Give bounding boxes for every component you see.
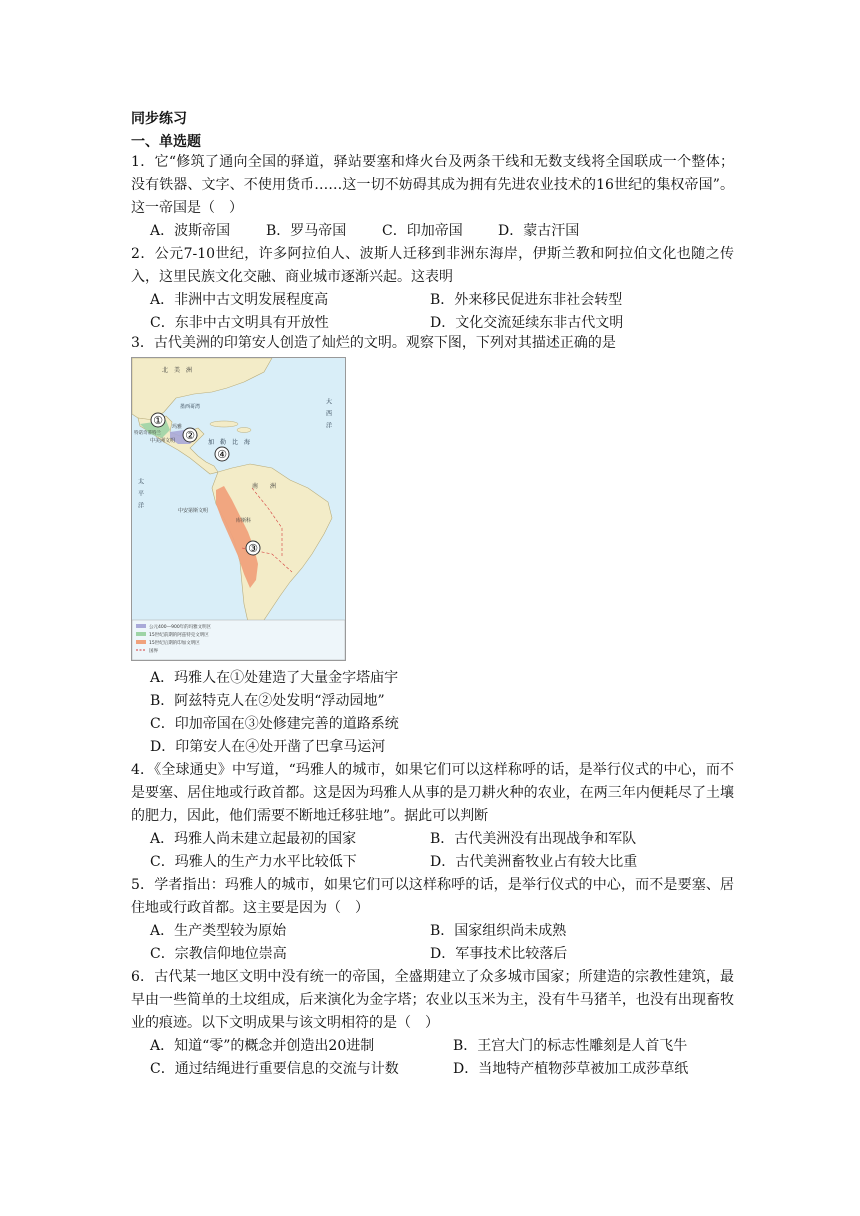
label-meso-civ: 中美洲文明 bbox=[150, 438, 176, 444]
question-4-options bbox=[150, 828, 740, 874]
caribbean-island bbox=[237, 428, 251, 433]
label-teotihuacan: 特诺奇蒂特兰 bbox=[134, 431, 161, 436]
label-andes-civ: 中安第斯文明 bbox=[178, 508, 209, 514]
option[interactable]: A．玛雅人在①处建造了大量金字塔庙宇 bbox=[150, 670, 399, 686]
option[interactable]: C．通过结绳进行重要信息的交流与计数 bbox=[150, 1061, 399, 1077]
option[interactable]: D．军事技术比较落后 bbox=[430, 946, 568, 962]
option[interactable]: C．宗教信仰地位崇高 bbox=[150, 946, 287, 962]
question-3-options bbox=[150, 667, 740, 759]
question-6-text: 6．古代某一地区文明中没有统一的帝国，全盛期建立了众多城市国家；所建造的宗教性建筑，最早由一些简单的土坟组成，后来演化为金字塔；农业以玉米为主，没有牛马猪羊，也没有出现畜牧业的痕迹。以下文明成果与该文明相符的是（ ） bbox=[131, 969, 734, 1031]
question-6-options bbox=[150, 1035, 740, 1081]
option[interactable]: D．文化交流延续东非古代文明 bbox=[430, 315, 624, 331]
question-2-text: 2．公元7-10世纪，许多阿拉伯人、波斯人迁移到非洲东海岸，伊斯兰教和阿拉伯文化也随之传入，这里民族文化交融、商业城市逐渐兴起。这表明 bbox=[131, 246, 734, 285]
label-south-america: 南 洲 bbox=[252, 483, 277, 490]
option[interactable]: A．非洲中古文明发展程度高 bbox=[150, 292, 329, 308]
option[interactable]: C．玛雅人的生产力水平比较低下 bbox=[150, 854, 357, 870]
label-maya: 玛雅 bbox=[172, 424, 183, 430]
question-1-text: 1．它“修筑了通向全国的驿道，驿站要塞和烽火台及两条干线和无数支线将全国联成一个整体；没有铁器、文字、不使用货币……这一切不妨碍其成为拥有先进农业技术的16世纪的集权帝国”。这一帝国是（ ） bbox=[131, 154, 734, 216]
legend-item: 15世纪前期的阿兹特克文明区 bbox=[149, 633, 209, 638]
option[interactable]: B．阿兹特克人在②处发明“浮动园地” bbox=[150, 693, 385, 709]
legend-item: 15世纪后期的印加文明区 bbox=[149, 641, 200, 646]
page-title: 同步练习 bbox=[131, 111, 187, 127]
marker-1: ① bbox=[153, 414, 163, 427]
legend-swatch-maya bbox=[136, 624, 146, 628]
section-heading: 一、单选题 bbox=[131, 134, 201, 150]
label-mexico-gulf: 墨西哥湾 bbox=[180, 404, 201, 410]
legend-swatch-aztec bbox=[136, 632, 146, 636]
label-atlantic: 大 西 洋 bbox=[324, 398, 332, 428]
label-caribbean: 加 勒 比 海 bbox=[208, 439, 251, 446]
question-4-text: 4．《全球通史》中写道，“玛雅人的城市，如果它们可以这样称呼的话，是举行仪式的中心，而不是要塞、居住地或行政首都。这是因为玛雅人从事的是刀耕火种的农业，在两三年内便耗尽了土壤的肥力，因此，他们需要不断地迁移驻地”。据此可以判断 bbox=[131, 762, 734, 824]
label-north-america: 北 美 洲 bbox=[162, 367, 193, 374]
question-5-options bbox=[150, 920, 740, 966]
option[interactable]: D．古代美洲畜牧业占有较大比重 bbox=[430, 854, 638, 870]
question-3-text: 3．古代美洲的印第安人创造了灿烂的文明。观察下图，下列对其描述正确的是 bbox=[131, 335, 616, 351]
marker-3: ③ bbox=[248, 542, 258, 555]
marker-2: ② bbox=[185, 429, 195, 442]
option[interactable]: D．蒙古汗国 bbox=[498, 223, 580, 239]
option[interactable]: A．生产类型较为原始 bbox=[150, 923, 287, 939]
legend-swatch-inca bbox=[136, 640, 146, 644]
option[interactable]: B．罗马帝国 bbox=[266, 223, 347, 239]
marker-4: ④ bbox=[217, 448, 227, 461]
question-1-options bbox=[150, 220, 740, 243]
option[interactable]: B．国家组织尚未成熟 bbox=[430, 923, 567, 939]
legend-item: 国界 bbox=[149, 649, 158, 654]
legend-item: 公元400—900年的玛雅文明区 bbox=[149, 625, 212, 630]
option[interactable]: D．印第安人在④处开凿了巴拿马运河 bbox=[150, 739, 386, 755]
label-cuzco: 库斯科 bbox=[236, 518, 252, 524]
option[interactable]: A．玛雅人尚未建立起最初的国家 bbox=[150, 831, 357, 847]
option[interactable]: A．波斯帝国 bbox=[150, 223, 231, 239]
option[interactable]: B．外来移民促进东非社会转型 bbox=[430, 292, 623, 308]
option[interactable]: B．古代美洲没有出现战争和军队 bbox=[430, 831, 637, 847]
option[interactable]: B．王宫大门的标志性雕刻是人首飞牛 bbox=[453, 1038, 688, 1054]
question-5-text: 5．学者指出：玛雅人的城市，如果它们可以这样称呼的话，是举行仪式的中心，而不是要塞、居住地或行政首都。这主要是因为（ ） bbox=[131, 877, 734, 916]
option[interactable]: C．印加帝国在③处修建完善的道路系统 bbox=[150, 716, 399, 732]
option[interactable]: A．知道“零”的概念并创造出20进制 bbox=[150, 1038, 375, 1054]
question-2-options bbox=[150, 289, 740, 335]
caribbean-island bbox=[210, 421, 238, 427]
option[interactable]: C．印加帝国 bbox=[382, 223, 463, 239]
option[interactable]: C．东非中古文明具有开放性 bbox=[150, 315, 329, 331]
label-pacific: 太 平 洋 bbox=[136, 478, 144, 508]
option[interactable]: D．当地特产植物莎草被加工成莎草纸 bbox=[453, 1061, 689, 1077]
americas-civilization-map bbox=[131, 357, 346, 661]
